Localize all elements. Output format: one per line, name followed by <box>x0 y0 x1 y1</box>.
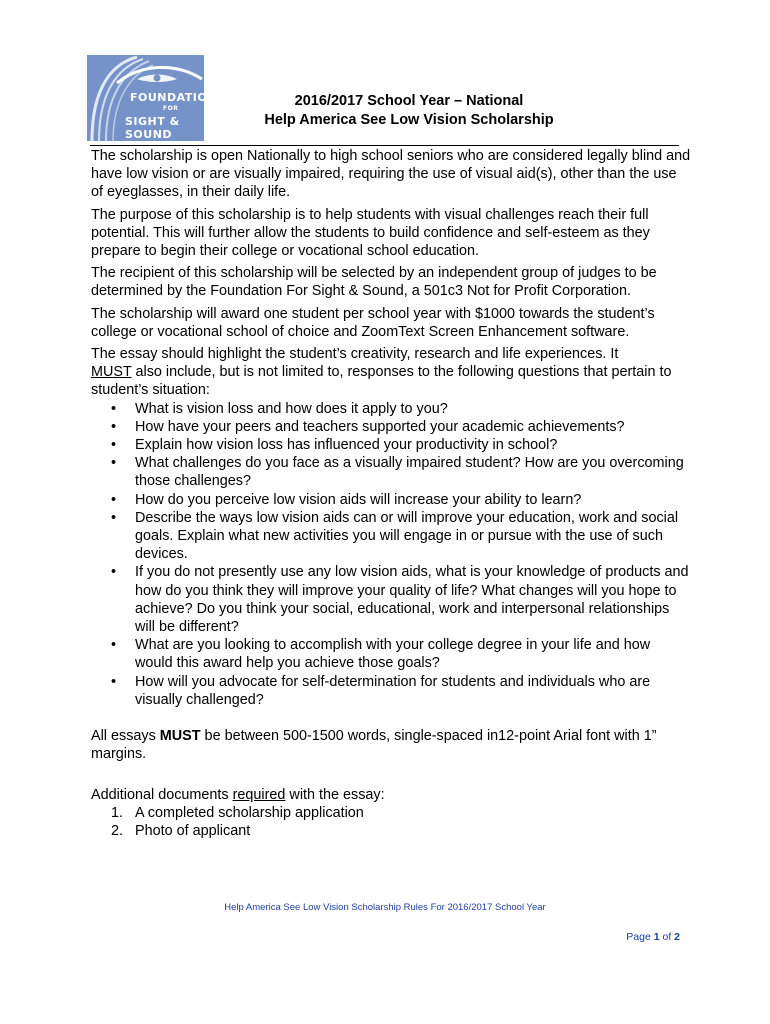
current-page: 1 <box>653 931 660 943</box>
award-paragraph: The scholarship will award one student per school year with $1000 towards the student’s college or vocational school of choice and ZoomText Screen Enhancement software. <box>91 305 655 340</box>
bullet-icon: • <box>111 509 117 526</box>
list-item: 1. A completed scholarship application <box>111 804 364 821</box>
essay-questions-list <box>91 400 691 709</box>
eligibility-paragraph: The scholarship is open Nationally to high school seniors who are considered legally blind and have low vision or are visually impaired, requiring the use of visual aid(s), other than the use of eyeglasses, in their daily life. <box>91 148 691 201</box>
bullet-icon: • <box>111 418 117 435</box>
document-title <box>200 92 618 130</box>
list-item: • If you do not presently use any low vision aids, what is your knowledge of products and how do you think they will improve your quality of life? What changes will you hope to achieve? Do you think your social, educational, work and interpersonal relationships will be different? <box>111 564 689 636</box>
bullet-icon: • <box>111 637 117 654</box>
essay-paragraph <box>91 345 691 400</box>
list-item: • How will you advocate for self-determination for students and individuals who are visually challenged? <box>111 673 651 708</box>
additional-documents-list <box>91 804 691 840</box>
essay-paragraph-end: also include, but is not limited to, responses to the following questions that pertain to student’s situation: <box>91 364 672 399</box>
title-divider <box>90 145 679 146</box>
must-emphasis: MUST <box>159 728 201 745</box>
logo-text-for: FOR <box>163 105 179 112</box>
essay-paragraph-start: The essay should highlight the student’s creativity, research and life experiences. It <box>91 346 619 363</box>
list-item: • What are you looking to accomplish with your college degree in your life and how would this award help you achieve those goals? <box>111 637 651 672</box>
bullet-icon: • <box>111 673 117 690</box>
must-emphasis: MUST <box>91 364 132 381</box>
bullet-icon: • <box>111 564 117 581</box>
document-body <box>91 147 691 840</box>
essay-requirements-paragraph: All essays MUST be between 500-1500 words, single-spaced in12-point Arial font with 1” margins. <box>91 728 657 763</box>
selection-paragraph: The recipient of this scholarship will be selected by an independent group of judges to be determined by the Foundation For Sight & Sound, a 501c3 Not for Profit Corporation. <box>91 265 657 300</box>
required-emphasis: required <box>232 786 286 803</box>
logo-text-sight-sound: SIGHT & SOUND <box>125 115 180 141</box>
bullet-icon: • <box>111 491 117 508</box>
list-item: • Describe the ways low vision aids can or will improve your education, work and social goals. Explain what new activities you will engage in or pursue with the use of such devices. <box>111 509 679 563</box>
logo-text-foundation: FOUNDATION <box>130 91 217 104</box>
list-item: • What challenges do you face as a visually impaired student? How are you overcoming those challenges? <box>111 455 684 490</box>
foundation-logo <box>87 55 217 141</box>
page-number: Page 1 of 2 <box>626 931 680 943</box>
purpose-paragraph: The purpose of this scholarship is to help students with visual challenges reach their full potential. This will further allow the students to build confidence and self-esteem as they prepare to begin their college or vocational school education. <box>91 206 650 260</box>
list-item: • How do you perceive low vision aids will increase your ability to learn? <box>111 491 582 508</box>
page-footer: Help America See Low Vision Scholarship Rules For 2016/2017 School Year <box>224 902 546 913</box>
total-pages: 2 <box>674 931 680 943</box>
list-item: • What is vision loss and how does it apply to you? <box>111 400 448 417</box>
bullet-icon: • <box>111 400 117 417</box>
bullet-icon: • <box>111 437 117 454</box>
additional-documents-heading: Additional documents required with the essay: <box>91 786 385 803</box>
list-item: 2. Photo of applicant <box>111 822 251 839</box>
list-item: • Explain how vision loss has influenced your productivity in school? <box>111 437 558 454</box>
list-item: • How have your peers and teachers supported your academic achievements? <box>111 418 625 435</box>
title-line-1: 2016/2017 School Year – National <box>294 93 524 109</box>
bullet-icon: • <box>111 455 117 472</box>
title-line-2: Help America See Low Vision Scholarship <box>264 112 554 128</box>
